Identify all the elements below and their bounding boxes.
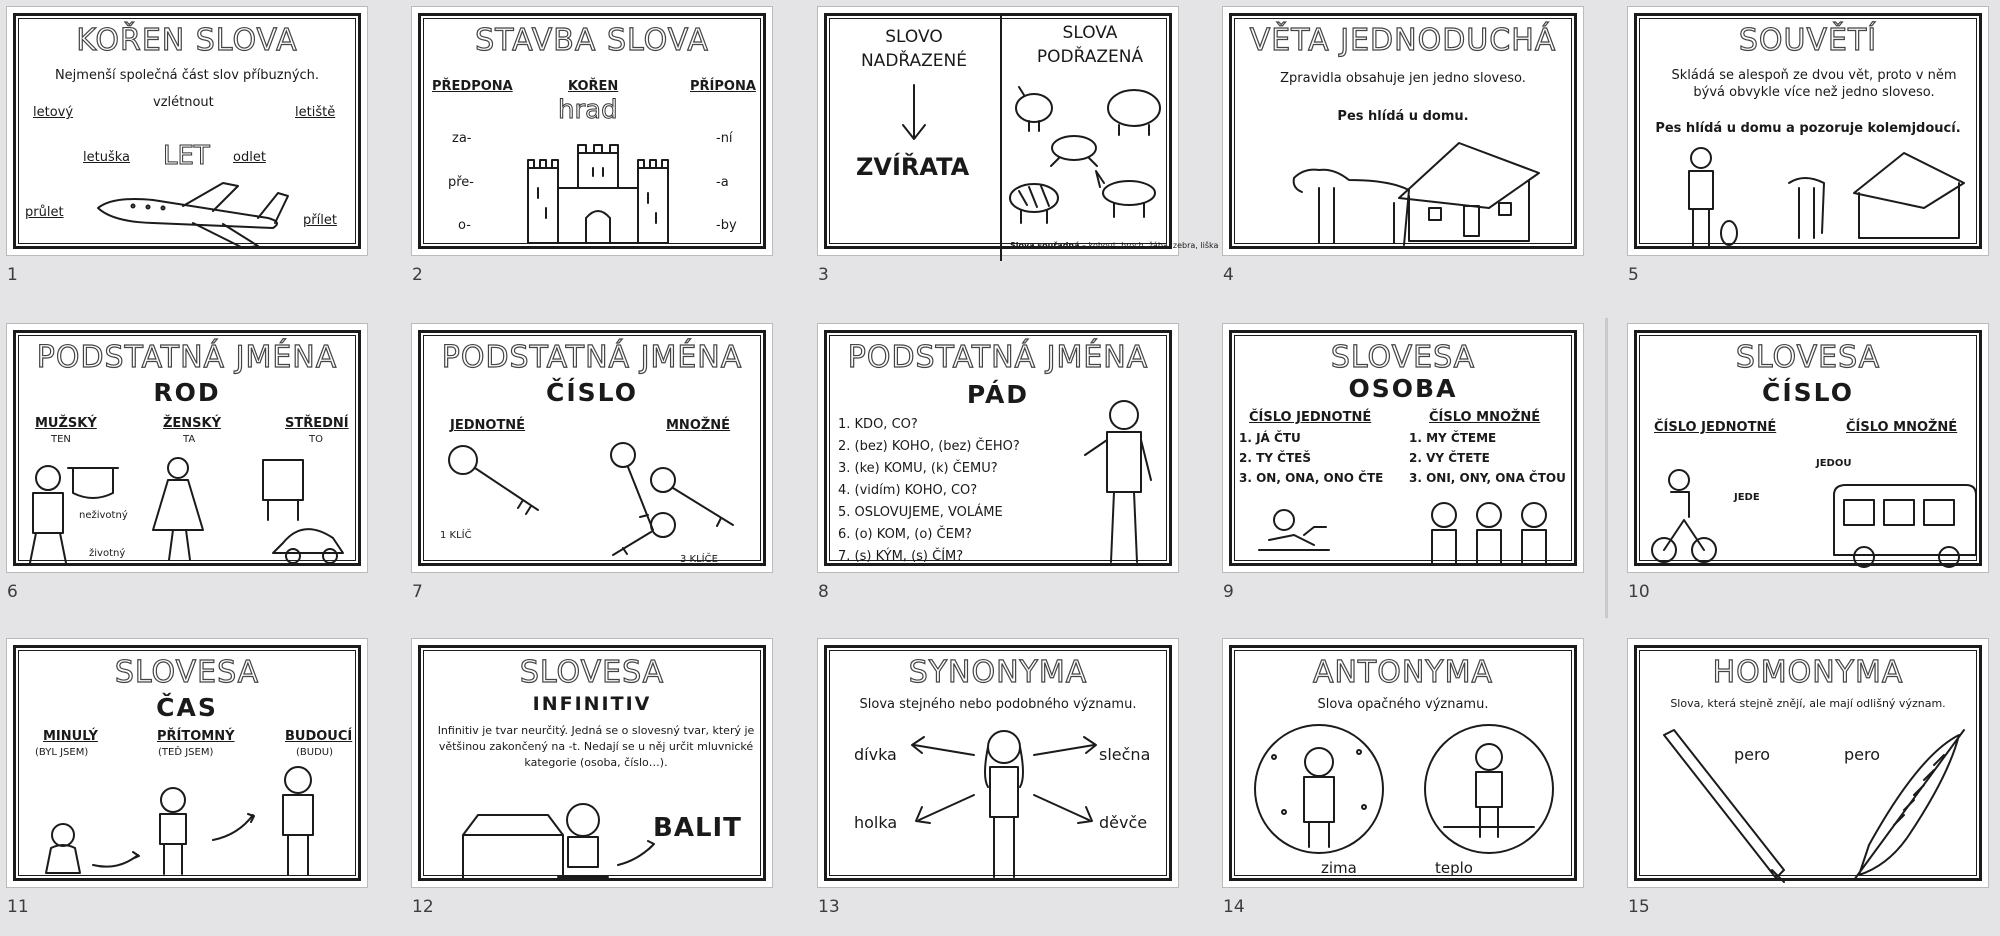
footer-text: – kohout, hroch, žába, zebra, liška	[1079, 241, 1219, 250]
label-zivotny: životný	[89, 548, 126, 559]
slide-12-text: Infinitiv je tvar neurčitý. Jedná se o slovesný tvar, který je většinou zakončený na -t. Nedají se u něj určit mluvnické kategorie (osoba, číslo…).	[437, 724, 755, 769]
slide-4-canvas[interactable]	[1223, 7, 1583, 255]
slide-thumbnail-13[interactable]	[818, 639, 1178, 921]
slide-8-canvas[interactable]	[818, 324, 1178, 572]
suffix-by: -by	[716, 218, 737, 233]
slide-5-canvas[interactable]	[1628, 7, 1988, 255]
slide-7-subheading: ČÍSLO	[546, 378, 638, 407]
case-1: 1. KDO, CO?	[838, 417, 918, 432]
boy-dog-house-illustration	[1679, 143, 1969, 253]
label-jedou: JEDOU	[1816, 458, 1852, 469]
panel-divider	[1605, 318, 1608, 618]
slide-12-canvas[interactable]	[412, 639, 772, 887]
slide-number-9: 9	[1223, 582, 1234, 602]
slide-5-title: SOUVĚTÍ	[1738, 23, 1878, 58]
slide-number-11: 11	[7, 897, 29, 917]
slide-13-title: SYNONYMA	[908, 655, 1088, 690]
col-cislo-mnozne: ČÍSLO MNOŽNÉ	[1429, 410, 1541, 425]
slide-number-6: 6	[7, 582, 18, 602]
synonyms-girl-illustration	[904, 725, 1104, 887]
slide-8-title: PODSTATNÁ JMÉNA	[847, 340, 1149, 375]
slide-2-canvas[interactable]	[412, 7, 772, 255]
castle-illustration	[518, 138, 678, 248]
slide-number-4: 4	[1223, 265, 1234, 285]
keys-illustration	[443, 440, 763, 560]
slide-2-title: STAVBA SLOVA	[475, 23, 709, 58]
word-holka: holka	[854, 813, 898, 832]
plur-3: 3. ONI, ONY, ONA ČTOU	[1409, 471, 1566, 485]
reading-children-illustration	[1249, 495, 1569, 570]
slide-number-10: 10	[1628, 582, 1650, 602]
winter-summer-illustration	[1244, 717, 1574, 865]
slide-6-canvas[interactable]	[7, 324, 367, 572]
slide-thumbnail-12[interactable]	[412, 639, 772, 921]
slide-thumbnail-4[interactable]	[1223, 7, 1583, 289]
slide-3-left-title: SLOVO NADŘAZENÉ	[860, 27, 968, 71]
case-5: 5. OSLOVUJEME, VOLÁME	[838, 505, 1003, 520]
sing-1: 1. JÁ ČTU	[1239, 431, 1301, 445]
slide-13-subtitle: Slova stejného nebo podobného významu.	[859, 697, 1137, 712]
col-zensky-pronoun: TA	[183, 434, 196, 445]
suffix-a: -a	[716, 175, 729, 190]
slide-6-subheading: ROD	[153, 378, 221, 407]
word-prulet: průlet	[25, 205, 64, 220]
word-odlet: odlet	[233, 150, 266, 165]
slide-thumbnail-9[interactable]	[1223, 324, 1583, 606]
prefix-pre: pře-	[448, 175, 474, 190]
word-letiste: letiště	[295, 105, 336, 120]
word-vzletnout: vzlétnout	[153, 95, 214, 110]
col-cislo-jednotne: ČÍSLO JEDNOTNÉ	[1249, 410, 1372, 425]
col-budouci-note: (BUDU)	[296, 747, 334, 758]
word-devce: děvče	[1099, 813, 1148, 832]
slide-3-footer	[1010, 241, 1218, 250]
word-zvirata: ZVÍŘATA	[856, 153, 970, 181]
slide-thumbnail-15[interactable]	[1628, 639, 1988, 921]
col-stredni: STŘEDNÍ	[285, 416, 349, 431]
word-balit: BALIT	[653, 813, 742, 843]
arrow-down-icon	[899, 83, 929, 143]
col-zensky: ŽENSKÝ	[163, 416, 222, 431]
col-cislo-mnozne-10: ČÍSLO MNOŽNÉ	[1846, 420, 1958, 435]
slide-thumbnail-1[interactable]	[7, 7, 367, 289]
label-3-klice: 3 KLÍČE	[680, 554, 718, 565]
slide-11-title: SLOVESA	[114, 655, 260, 690]
slide-number-15: 15	[1628, 897, 1650, 917]
slide-3-right-title: SLOVA PODŘAZENÁ	[1036, 23, 1144, 67]
case-2: 2. (bez) KOHO, (bez) ČEHO?	[838, 439, 1020, 454]
slide-1-canvas[interactable]	[7, 7, 367, 255]
plur-2: 2. VY ČTETE	[1409, 451, 1490, 465]
slide-10-canvas[interactable]	[1628, 324, 1988, 572]
slide-number-8: 8	[818, 582, 829, 602]
col-pritomny-note: (TEĎ JSEM)	[158, 747, 214, 758]
slide-thumbnail-2[interactable]	[412, 7, 772, 289]
col-pripona: PŘÍPONA	[690, 79, 756, 94]
singular-forms	[1239, 428, 1383, 488]
slide-12-title: SLOVESA	[519, 655, 665, 690]
slide-3-canvas[interactable]	[818, 7, 1219, 255]
slide-thumbnail-5[interactable]	[1628, 7, 1988, 289]
growing-up-illustration	[33, 760, 353, 885]
col-muzsky-pronoun: TEN	[51, 434, 71, 445]
airplane-illustration	[93, 178, 293, 253]
word-slecna: slečna	[1099, 745, 1151, 764]
slide-15-subtitle: Slova, která stejně znějí, ale mají odlišný význam.	[1670, 697, 1946, 710]
slide-1-subtitle: Nejmenší společná část slov příbuzných.	[54, 68, 320, 83]
label-1-klic: 1 KLÍČ	[440, 530, 472, 541]
slide-11-subheading: ČAS	[156, 693, 218, 722]
col-minuly-note: (BYL JSEM)	[35, 747, 89, 758]
prefix-za: za-	[452, 131, 472, 146]
slide-7-title: PODSTATNÁ JMÉNA	[441, 340, 743, 375]
col-minuly: MINULÝ	[43, 729, 98, 744]
slide-15-canvas[interactable]	[1628, 639, 1988, 887]
slide-thumbnail-8[interactable]	[818, 324, 1178, 606]
packing-child-illustration	[458, 795, 658, 885]
word-pero-feather: pero	[1844, 745, 1881, 764]
slide-12-subheading: INFINITIV	[532, 693, 652, 715]
footer-label: Slova souřadná	[1010, 241, 1080, 250]
col-koren: KOŘEN	[568, 79, 619, 94]
slide-number-3: 3	[818, 265, 829, 285]
slide-number-13: 13	[818, 897, 840, 917]
slide-14-canvas[interactable]	[1223, 639, 1583, 887]
slide-14-title: ANTONYMA	[1312, 655, 1494, 690]
slide-10-title: SLOVESA	[1735, 340, 1881, 375]
slide-5-example: Pes hlídá u domu a pozoruje kolemjdoucí.	[1655, 121, 1961, 136]
word-letovy: letový	[33, 105, 74, 120]
case-list	[838, 414, 1020, 568]
case-3: 3. (ke) KOMU, (k) ČEMU?	[838, 461, 998, 476]
word-zima: zima	[1321, 859, 1357, 877]
slide-number-7: 7	[412, 582, 423, 602]
slide-number-2: 2	[412, 265, 423, 285]
slide-number-1: 1	[7, 265, 18, 285]
slide-thumbnail-10[interactable]	[1628, 324, 1988, 606]
teacher-illustration	[1079, 390, 1169, 570]
plural-forms	[1409, 428, 1566, 488]
prefix-o: o-	[458, 218, 471, 233]
col-pritomny: PŘÍTOMNÝ	[157, 729, 235, 744]
slide-thumbnail-3[interactable]	[818, 7, 1219, 289]
slide-14-subtitle: Slova opačného významu.	[1317, 697, 1489, 712]
slide-thumbnail-11[interactable]	[7, 639, 367, 921]
sing-2: 2. TY ČTEŠ	[1239, 451, 1311, 465]
slide-1-title: KOŘEN SLOVA	[76, 23, 298, 58]
col-muzsky: MUŽSKÝ	[35, 416, 97, 431]
word-divka: dívka	[854, 745, 897, 764]
slide-thumbnail-6[interactable]	[7, 324, 367, 606]
case-7: 7. (s) KÝM, (s) ČÍM?	[838, 549, 964, 564]
col-jednotne: JEDNOTNÉ	[450, 418, 526, 433]
slide-9-title: SLOVESA	[1330, 340, 1476, 375]
root-hrad: hrad	[558, 95, 618, 125]
bike-bus-illustration	[1649, 450, 1979, 570]
col-predpona: PŘEDPONA	[432, 79, 513, 94]
col-cislo-jednotne-10: ČÍSLO JEDNOTNÉ	[1654, 420, 1777, 435]
slide-4-subtitle: Zpravidla obsahuje jen jedno sloveso.	[1280, 71, 1526, 86]
case-6: 6. (o) KOM, (o) ČEM?	[838, 527, 972, 542]
word-letuska: letuška	[83, 150, 130, 165]
col-mnozne: MNOŽNÉ	[666, 418, 731, 433]
slide-3-divider	[1000, 13, 1002, 261]
slide-13-canvas[interactable]	[818, 639, 1178, 887]
slide-7-canvas[interactable]	[412, 324, 772, 572]
slide-6-title: PODSTATNÁ JMÉNA	[36, 340, 338, 375]
animals-illustration	[1009, 83, 1174, 243]
plur-1: 1. MY ČTEME	[1409, 431, 1497, 445]
dog-house-illustration	[1289, 128, 1549, 253]
word-prilet: přílet	[303, 213, 337, 228]
word-teplo: teplo	[1435, 859, 1473, 877]
slide-8-subheading: PÁD	[966, 380, 1030, 409]
slide-10-subheading: ČÍSLO	[1762, 378, 1854, 407]
slide-5-subtitle: Skládá se alespoň ze dvou vět, proto v něm bývá obvykle více než jedno sloveso.	[1671, 68, 1957, 100]
slide-1-root-word: LET	[163, 141, 210, 171]
suffix-ni: -ní	[716, 131, 733, 146]
slide-15-title: HOMONYMA	[1712, 655, 1904, 690]
slide-thumbnail-14[interactable]	[1223, 639, 1583, 921]
slide-11-canvas[interactable]	[7, 639, 367, 887]
gender-illustrations	[18, 448, 363, 573]
col-stredni-pronoun: TO	[309, 434, 323, 445]
col-budouci: BUDOUCÍ	[285, 729, 353, 744]
slide-number-12: 12	[412, 897, 434, 917]
pen-feather-illustration	[1654, 725, 1974, 885]
label-nezivotny: neživotný	[79, 510, 128, 521]
word-pero-pen: pero	[1734, 745, 1771, 764]
label-jede: JEDE	[1734, 492, 1760, 503]
slide-4-example: Pes hlídá u domu.	[1337, 109, 1469, 124]
slide-4-title: VĚTA JEDNODUCHÁ	[1249, 23, 1557, 58]
slide-number-14: 14	[1223, 897, 1245, 917]
sing-3: 3. ON, ONA, ONO ČTE	[1239, 471, 1384, 485]
case-4: 4. (vidím) KOHO, CO?	[838, 483, 978, 498]
slide-9-subheading: OSOBA	[1348, 374, 1458, 403]
slide-thumbnail-7[interactable]	[412, 324, 772, 606]
slide-9-canvas[interactable]	[1223, 324, 1583, 572]
slide-number-5: 5	[1628, 265, 1639, 285]
